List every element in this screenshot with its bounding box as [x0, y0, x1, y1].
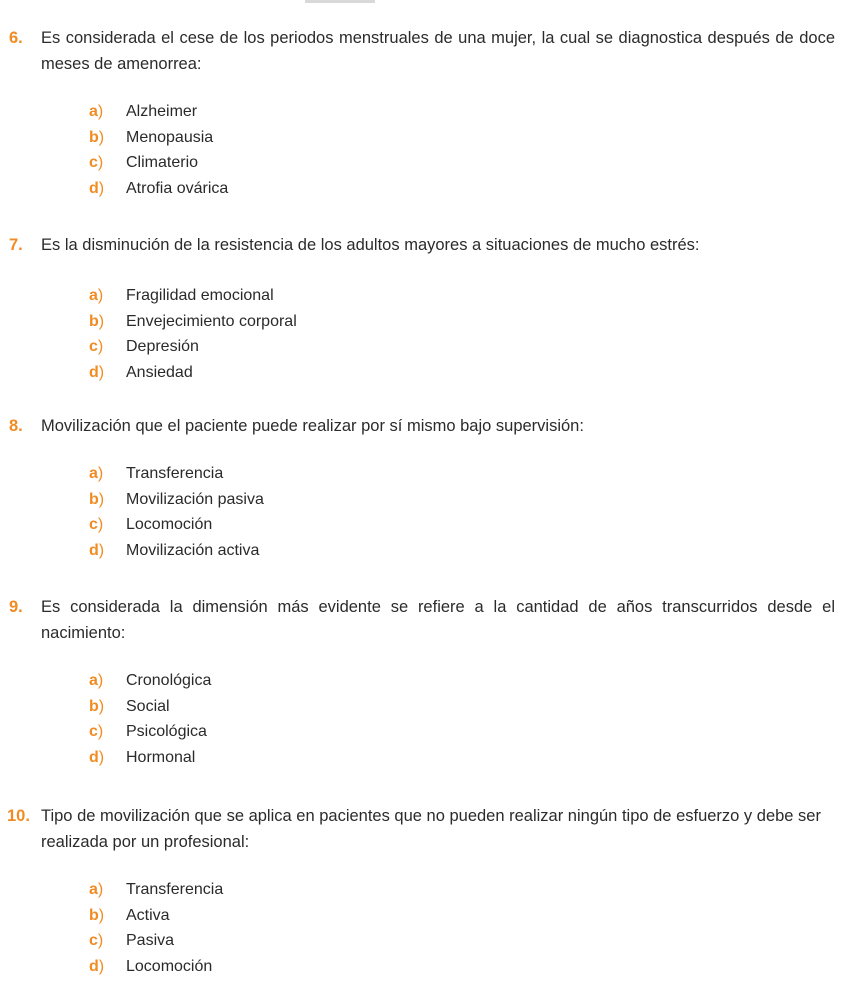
option-d[interactable]	[89, 538, 853, 564]
option-d[interactable]	[89, 745, 853, 771]
option-letter: d)	[89, 748, 105, 766]
option-text: Social	[126, 697, 170, 715]
option-d[interactable]	[89, 954, 853, 980]
option-letter: c)	[89, 932, 104, 950]
option-text: Psicológica	[126, 723, 207, 741]
option-text: Climaterio	[126, 154, 199, 172]
question-stem: Tipo de movilización que se aplica en pacientes que no pueden realizar ningún tipo de esfuerzo y debe ser realizada por un profesional:	[41, 807, 821, 851]
option-letter: b)	[89, 697, 105, 715]
option-letter: a)	[89, 465, 104, 482]
option-b[interactable]	[89, 903, 853, 929]
question-stem: Es la disminución de la resistencia de los adultos mayores a situaciones de mucho estrés:	[41, 236, 700, 254]
option-c[interactable]	[89, 334, 853, 360]
option-text: Activa	[126, 906, 170, 924]
option-letter: b)	[89, 906, 105, 924]
question-8	[0, 413, 853, 563]
question-stem: Es considerada la dimensión más evidente se refiere a la cantidad de años transcurridos desde el nacimiento:	[41, 598, 835, 642]
option-letter: a)	[89, 103, 104, 120]
answer-options	[0, 668, 853, 770]
option-b[interactable]	[89, 309, 853, 335]
option-b[interactable]	[89, 694, 853, 720]
answer-options	[0, 283, 853, 385]
option-text: Alzheimer	[126, 103, 198, 120]
option-text: Hormonal	[126, 748, 196, 766]
option-letter: c)	[89, 516, 104, 534]
question-10	[0, 803, 853, 979]
option-text: Pasiva	[126, 932, 175, 950]
option-text: Cronológica	[126, 672, 212, 689]
option-text: Movilización pasiva	[126, 490, 264, 508]
question-text	[0, 413, 853, 439]
option-text: Depresión	[126, 338, 199, 356]
question-7	[0, 232, 853, 385]
option-b[interactable]	[89, 125, 853, 151]
option-text: Transferencia	[126, 465, 224, 482]
option-c[interactable]	[89, 512, 853, 538]
option-text: Menopausia	[126, 128, 214, 146]
question-number: 7.	[9, 236, 23, 254]
option-letter: a)	[89, 672, 104, 689]
option-text: Ansiedad	[126, 363, 193, 381]
option-text: Movilización activa	[126, 541, 260, 559]
option-b[interactable]	[89, 487, 853, 513]
answer-options	[0, 461, 853, 563]
option-letter: b)	[89, 490, 105, 508]
option-c[interactable]	[89, 928, 853, 954]
option-letter: d)	[89, 541, 105, 559]
option-letter: c)	[89, 723, 104, 741]
option-letter: b)	[89, 128, 105, 146]
option-text: Fragilidad emocional	[126, 287, 274, 304]
option-text: Transferencia	[126, 881, 224, 898]
question-number: 9.	[9, 598, 23, 616]
option-text: Locomoción	[126, 516, 213, 534]
question-stem: Es considerada el cese de los periodos menstruales de una mujer, la cual se diagnostica después de doce meses de amenorrea:	[41, 29, 835, 73]
answer-options	[0, 99, 853, 201]
question-text	[0, 25, 853, 77]
option-d[interactable]	[89, 360, 853, 386]
option-text: Atrofia ovárica	[126, 179, 229, 197]
option-a[interactable]	[89, 461, 853, 487]
option-letter: b)	[89, 312, 105, 330]
question-number: 6.	[9, 29, 23, 47]
question-number: 10.	[7, 807, 30, 825]
question-text	[0, 594, 853, 646]
answer-options	[0, 877, 853, 979]
question-stem: Movilización que el paciente puede realizar por sí mismo bajo supervisión:	[41, 417, 584, 435]
option-a[interactable]	[89, 877, 853, 903]
option-d[interactable]	[89, 176, 853, 202]
question-6	[0, 25, 853, 201]
question-9	[0, 594, 853, 770]
option-letter: d)	[89, 957, 105, 975]
option-text: Locomoción	[126, 957, 213, 975]
question-text	[0, 803, 853, 855]
option-letter: a)	[89, 881, 104, 898]
option-text: Envejecimiento corporal	[126, 312, 297, 330]
option-letter: c)	[89, 154, 104, 172]
question-number: 8.	[9, 417, 23, 435]
option-a[interactable]	[89, 668, 853, 694]
option-c[interactable]	[89, 719, 853, 745]
top-divider	[305, 0, 375, 3]
question-text	[0, 232, 853, 258]
option-letter: d)	[89, 179, 105, 197]
option-a[interactable]	[89, 283, 853, 309]
option-letter: d)	[89, 363, 105, 381]
option-a[interactable]	[89, 99, 853, 125]
option-letter: a)	[89, 287, 104, 304]
option-letter: c)	[89, 338, 104, 356]
option-c[interactable]	[89, 150, 853, 176]
